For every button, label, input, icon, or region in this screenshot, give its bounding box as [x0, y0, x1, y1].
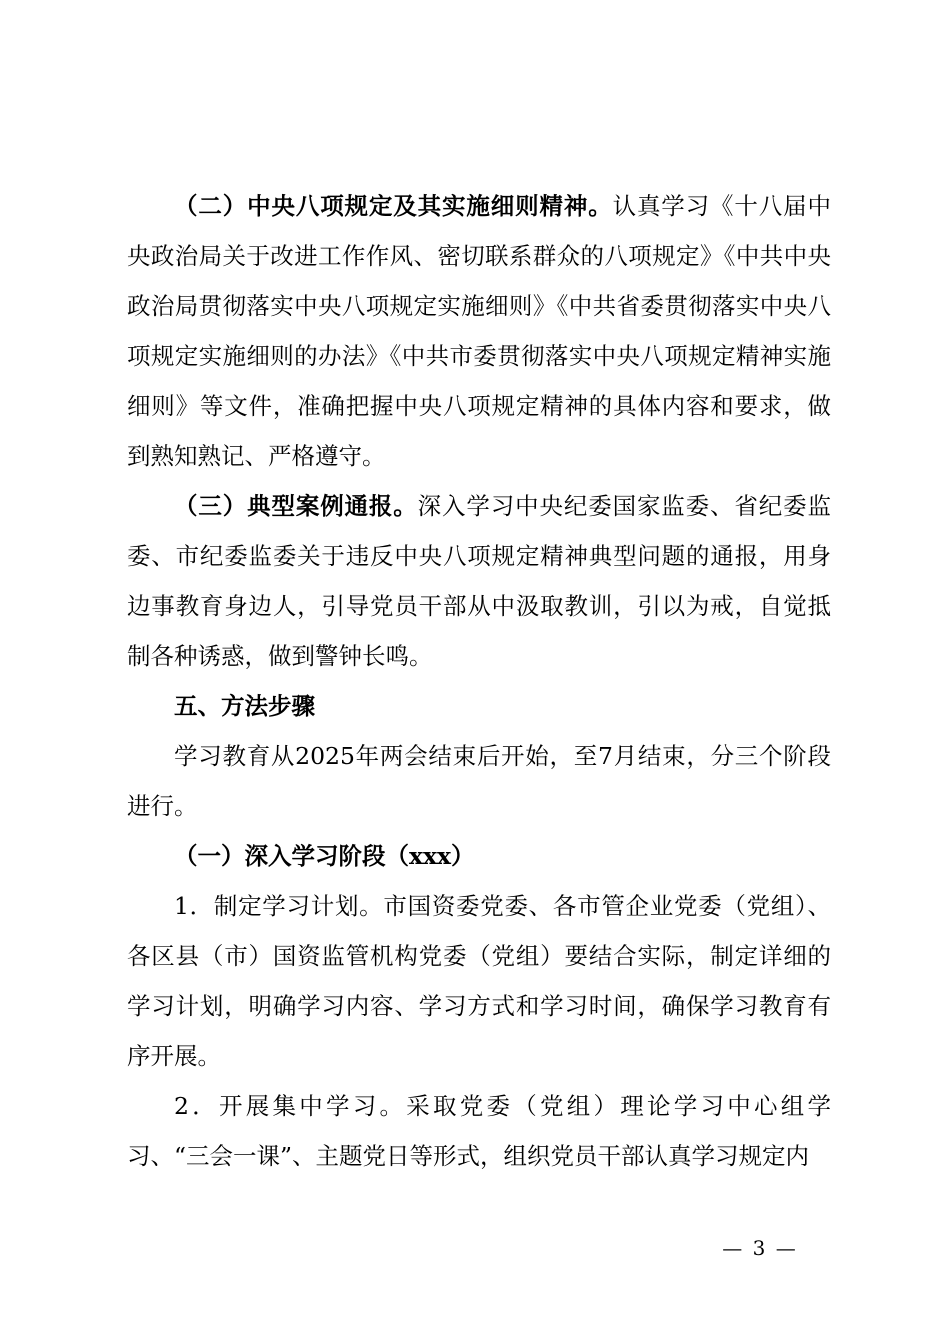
paragraph-central-eight-rules: [127, 181, 831, 481]
paragraph-typical-cases: [127, 481, 831, 681]
paragraph-schedule: [127, 731, 831, 831]
paragraph-heading: （二）中央八项规定及其实施细则精神。: [174, 192, 613, 220]
subsection-heading-study-phase: [127, 831, 831, 881]
document-body: [127, 181, 831, 1181]
page-number: — 3 —: [722, 1236, 798, 1260]
paragraph-text: 1．制定学习计划。市国资委党委、各市管企业党委（党组）、各区县（市）国资监管机构党委（党组）要结合实际，制定详细的学习计划，明确学习内容、学习方式和学习时间，确保学习教育有序开展。: [127, 892, 831, 1070]
section-heading: 五、方法步骤: [174, 692, 315, 720]
subsection-heading: （一）深入学习阶段（xxx）: [174, 842, 475, 870]
paragraph-heading: （三）典型案例通报。: [174, 492, 418, 520]
paragraph-item-1: [127, 881, 831, 1081]
paragraph-item-2: [127, 1081, 831, 1181]
paragraph-text: 学习教育从2025年两会结束后开始，至7月结束，分三个阶段进行。: [127, 742, 831, 820]
paragraph-text: 2．开展集中学习。采取党委（党组）理论学习中心组学习、“三会一课”、主题党日等形式，组织党员干部认真学习规定内: [127, 1092, 831, 1170]
paragraph-text: 深入学习中央纪委国家监委、省纪委监委、市纪委监委关于违反中央八项规定精神典型问题的通报，用身边事教育身边人，引导党员干部从中汲取教训，引以为戒，自觉抵制各种诱惑，做到警钟长鸣。: [127, 492, 832, 670]
section-heading-methods-steps: [127, 681, 831, 731]
paragraph-text: 认真学习《十八届中央政治局关于改进工作作风、密切联系群众的八项规定》《中共中央政治局贯彻落实中央八项规定实施细则》《中共省委贯彻落实中央八项规定实施细则的办法》《中共市委贯彻落实中央八项规定精神实施细则》等文件，准确把握中央八项规定精神的具体内容和要求，做到熟知熟记、严格遵守。: [127, 192, 832, 470]
